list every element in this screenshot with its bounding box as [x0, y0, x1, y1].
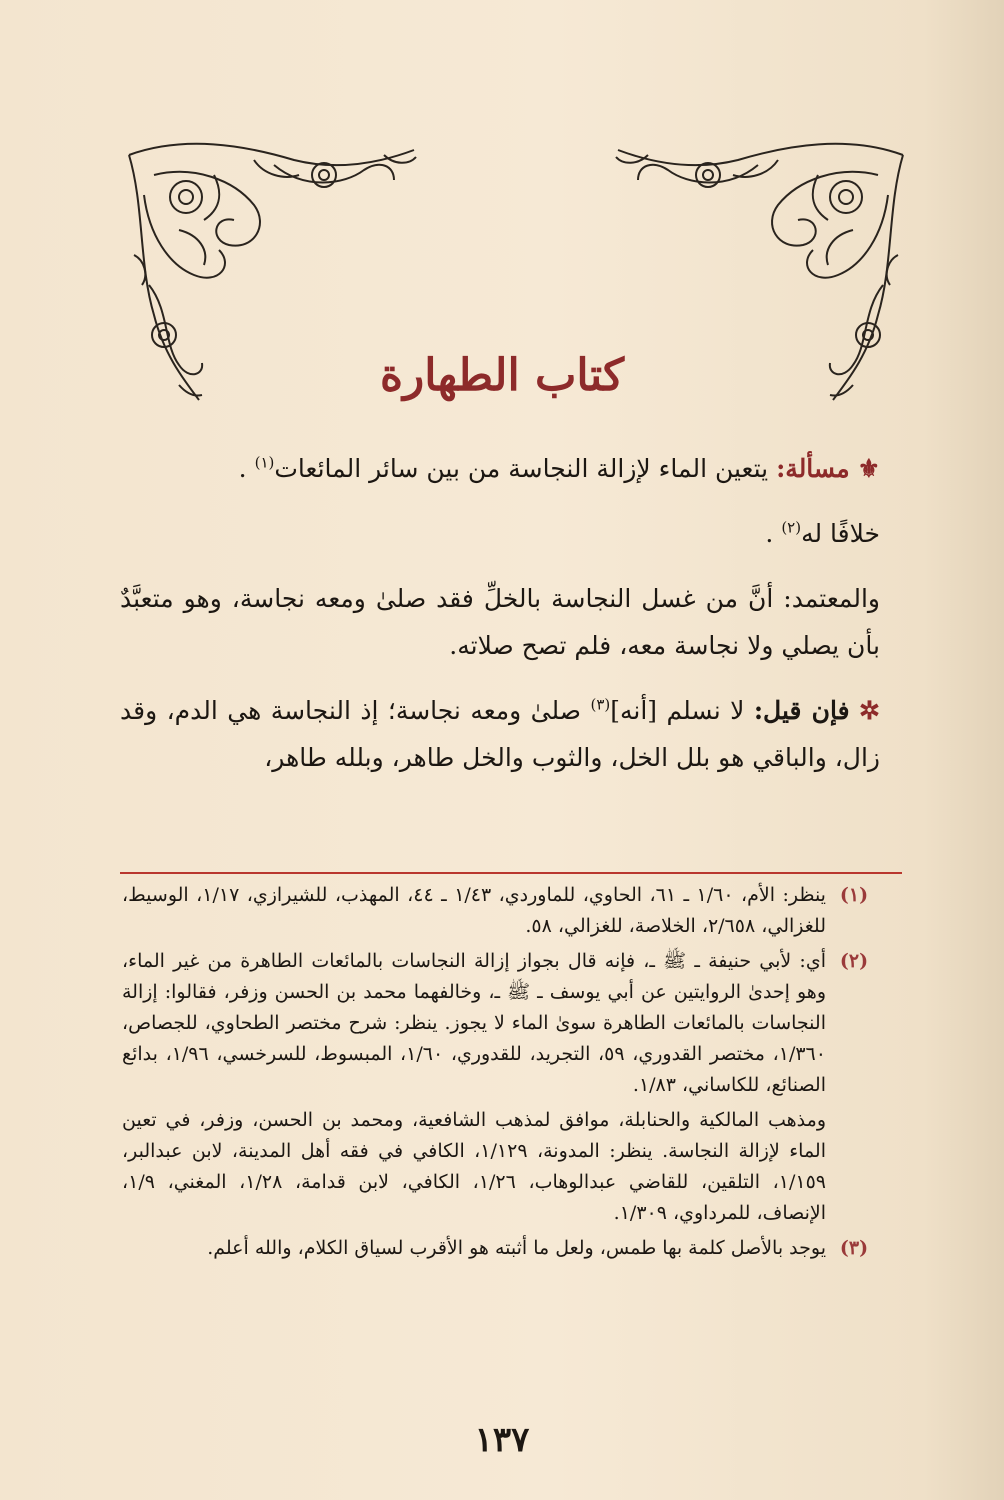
page-number: ١٣٧	[474, 1420, 530, 1460]
footnotes	[122, 880, 882, 1268]
issue-paragraph	[120, 445, 880, 492]
footnote-ref-1[interactable]: (١)	[254, 453, 275, 472]
footnote-ref-3[interactable]: (٣)	[590, 695, 611, 714]
footnote-divider	[120, 872, 902, 874]
main-text	[120, 445, 880, 781]
chapter-title: كتاب الطهارة	[379, 350, 625, 401]
fleur-de-lis-icon: ⚜	[857, 454, 880, 483]
issue-text: يتعين الماء لإزالة النجاسة من بين سائر المائعات	[274, 454, 769, 483]
dissent-paragraph	[120, 510, 880, 557]
footnote-number: (١)	[839, 884, 869, 906]
footnote-text: يوجد بالأصل كلمة بها طمس، ولعل ما أثبته هو الأقرب لسياق الكلام، والله أعلم.	[207, 1237, 826, 1259]
footnote-3	[122, 1233, 882, 1264]
footnote-2	[122, 946, 882, 1229]
footnote-text: أي: لأبي حنيفة ـ ﷺ ـ، فإنه قال بجواز إزالة النجاسات بالمائعات الطاهرة من غير الماء، وهو إحدىٰ الروايتين عن أبي يوسف ـ ﷺ ـ، وخالفهما محمد بن الحسن وزفر، فقالوا: إزالة النجاسات بالمائعات الطاهرة سوىٰ الماء لا يجوز. ينظر: شرح مختصر الطحاوي، للجصاص، ١/٣٦٠، مختصر القدوري، ٥٩، التجريد، للقدوري، ١/٦٠، المبسوط، للسرخسي، ١/٩٦، بدائع الصنائع، للكاساني، ١/٨٣.	[122, 950, 826, 1096]
objection-paragraph	[120, 687, 880, 781]
footnote-ref-2[interactable]: (٢)	[781, 518, 802, 537]
footnote-text: ينظر: الأم، ١/٦٠ ـ ٦١، الحاوي، للماوردي، ١/٤٣ ـ ٤٤، المهذب، للشيرازي، ١/١٧، الوسيط، للغزالي، ٢/٦٥٨، الخلاصة، للغزالي، ٥٨.	[122, 884, 826, 937]
reliance-paragraph: والمعتمد: أنَّ من غسل النجاسة بالخلِّ فقد صلىٰ ومعه نجاسة، وهو متعبَّدٌ بأن يصلي ولا نجاسة معه، فلم تصح صلاته.	[120, 584, 880, 660]
objection-text-start: لا نسلم [أنه]	[610, 696, 745, 725]
issue-label: مسألة:	[776, 454, 850, 483]
footnote-number: (٢)	[839, 950, 869, 972]
issue-end: .	[238, 454, 247, 483]
objection-label: فإن قيل:	[753, 696, 850, 725]
footnote-1	[122, 880, 882, 942]
footnote-number: (٣)	[839, 1237, 869, 1259]
dissent-end: .	[765, 519, 774, 548]
footnote-text-continued: ومذهب المالكية والحنابلة، موافق لمذهب الشافعية، ومحمد بن الحسن، وزفر، في تعين الماء لإزالة النجاسة. ينظر: المدونة، ١/١٢٩، الكافي في فقه أهل المدينة، لابن عبدالبر، ١/١٥٩، التلقين، للقاضي عبدالوهاب، ١/٢٦، الكافي، لابن قدامة، ١/٢٨، المغني، ١/٩، الإنصاف، للمرداوي، ١/٣٠٩.	[122, 1109, 827, 1224]
dissent-text: خلافًا له	[801, 519, 880, 548]
objection-text-rest: صلىٰ ومعه نجاسة؛ إذ النجاسة هي الدم، وقد زال، والباقي هو بلل الخل، والثوب والخل طاهر، وبلله طاهر،	[120, 696, 880, 772]
asterisk-flower-icon: ✲	[859, 696, 880, 725]
